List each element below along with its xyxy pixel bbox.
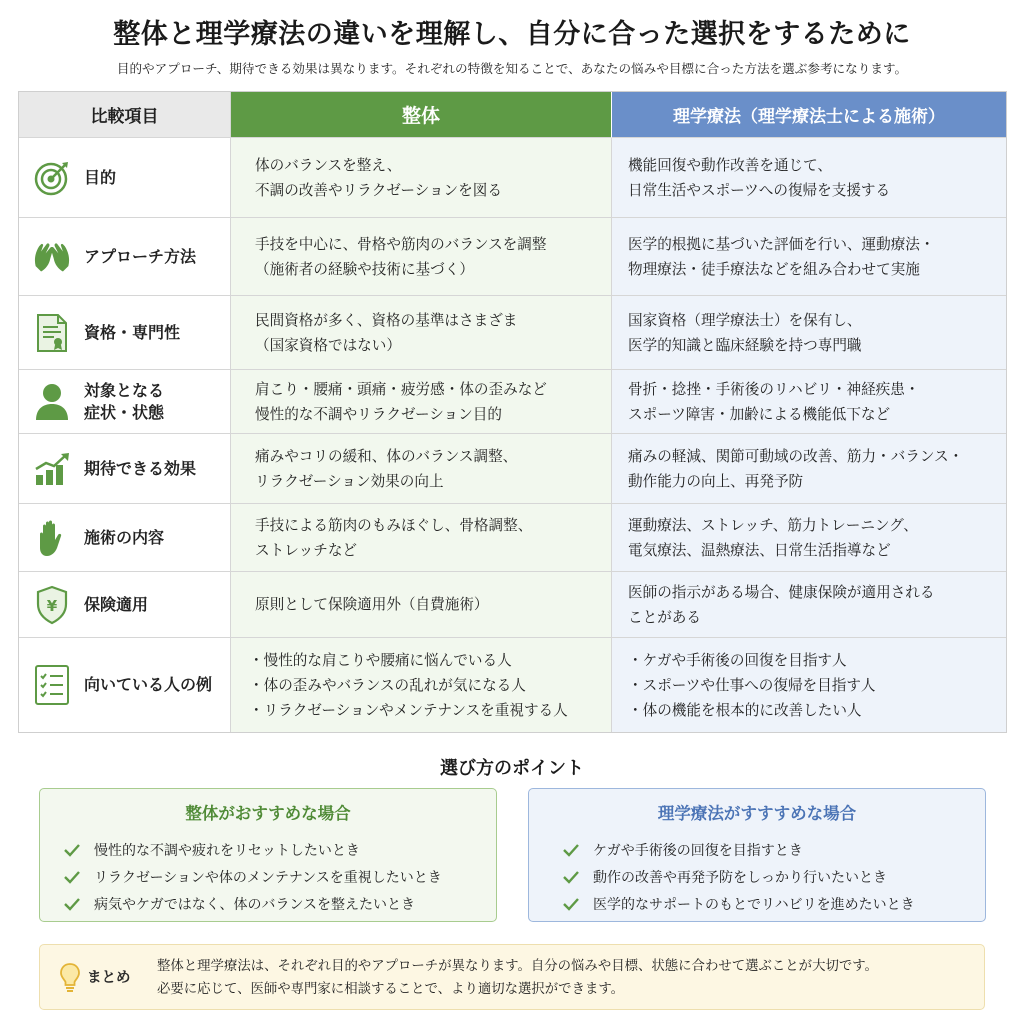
seitai-text: ストレッチなど	[255, 541, 358, 559]
list-item	[40, 863, 496, 890]
check-icon	[563, 897, 583, 911]
check-icon	[64, 870, 84, 884]
list-item-text: 動作の改善や再発予防をしっかり行いたいとき	[593, 869, 887, 886]
list-item	[529, 863, 985, 890]
row-label: 施術の内容	[84, 527, 165, 547]
seitai-text: （施術者の経験や技術に基づく）	[255, 260, 474, 278]
check-icon	[563, 870, 583, 884]
table-row	[19, 434, 1006, 504]
seitai-text: ・体の歪みやバランスの乱れが気になる人	[249, 676, 526, 694]
table-row	[19, 504, 1006, 572]
list-item-text: 医学的なサポートのもとでリハビリを進めたいとき	[593, 896, 915, 913]
seitai-text: 肩こり・腰痛・頭痛・疲労感・体の歪みなど	[255, 380, 547, 398]
person-icon	[32, 382, 72, 422]
table-row	[19, 638, 1006, 732]
check-icon	[563, 843, 583, 857]
seitai-text: ・リラクゼーションやメンテナンスを重視する人	[249, 701, 568, 719]
pt-text: 電気療法、温熱療法、日常生活指導など	[628, 541, 891, 559]
pt-text: 機能回復や動作改善を通じて、	[628, 156, 833, 174]
list-item-text: 慢性的な不調や疲れをリセットしたいとき	[94, 842, 360, 859]
pt-text: ことがある	[628, 608, 701, 626]
seitai-text: 手技を中心に、骨格や筋肉のバランスを調整	[255, 235, 547, 253]
header-physical-therapy: 理学療法（理学療法士による施術）	[612, 92, 1006, 138]
list-item	[529, 890, 985, 917]
yen-shield-icon	[32, 585, 72, 625]
page-subtitle: 目的やアプローチ、期待できる効果は異なります。それぞれの特徴を知ることで、あなたの悩みや目標に合った方法を選ぶ参考になります。	[116, 61, 908, 76]
summary-box	[39, 944, 985, 1010]
check-icon	[64, 897, 84, 911]
target-icon	[32, 158, 72, 198]
pt-text: 運動療法、ストレッチ、筋力トレーニング、	[628, 516, 918, 534]
row-label: 目的	[84, 167, 117, 187]
row-label: 期待できる効果	[84, 458, 197, 478]
row-label: 資格・専門性	[84, 322, 181, 342]
pt-text: 国家資格（理学療法士）を保有し、	[628, 311, 862, 329]
row-label: アプローチ方法	[84, 246, 197, 266]
row-label: 向いている人の例	[84, 675, 213, 694]
list-item	[529, 836, 985, 863]
seitai-text: 体のバランスを整え、	[255, 156, 402, 174]
pt-text: ・体の機能を根本的に改善したい人	[628, 701, 862, 719]
comparison-table	[18, 91, 1007, 733]
hand-icon	[32, 518, 72, 558]
row-label: 保険適用	[84, 594, 149, 614]
seitai-text: （国家資格ではない）	[255, 336, 401, 354]
pt-text: 痛みの軽減、関節可動域の改善、筋力・バランス・	[628, 447, 964, 465]
table-row	[19, 218, 1006, 296]
summary-line: 整体と理学療法は、それぞれ目的やアプローチが異なります。自分の悩みや目標、状態に合わせて選ぶことが大切です。	[157, 959, 878, 974]
pt-text: 医師の指示がある場合、健康保険が適用される	[628, 583, 935, 601]
svg-text:¥: ¥	[46, 596, 58, 615]
points-title: 選び方のポイント	[440, 758, 584, 779]
checklist-icon	[32, 665, 72, 705]
seitai-text: 不調の改善やリラクゼーションを図る	[255, 181, 502, 199]
certificate-icon	[32, 313, 72, 353]
header-seitai: 整体	[231, 92, 612, 138]
header-comparison-item: 比較項目	[19, 92, 231, 138]
seitai-text: 原則として保険適用外（自費施術）	[255, 596, 489, 613]
pt-text: ・ケガや手術後の回復を目指す人	[628, 651, 847, 669]
table-row	[19, 370, 1006, 434]
list-item-text: 病気やケガではなく、体のバランスを整えたいとき	[94, 896, 416, 913]
table-row	[19, 572, 1006, 638]
pt-text: 動作能力の向上、再発予防	[628, 472, 804, 490]
pt-text: 日常生活やスポーツへの復帰を支援する	[628, 181, 891, 199]
lightbulb-icon	[59, 962, 81, 994]
pt-text: スポーツ障害・加齢による機能低下など	[628, 405, 891, 423]
list-item	[40, 890, 496, 917]
pt-box-title: 理学療法がすすすめな場合	[657, 804, 857, 823]
summary-label: まとめ	[87, 970, 131, 986]
table-row	[19, 138, 1006, 218]
seitai-text: 民間資格が多く、資格の基準はさまざま	[255, 311, 518, 329]
pt-text: ・スポーツや仕事への復帰を目指す人	[628, 676, 876, 694]
list-item-text: ケガや手術後の回復を目指すとき	[593, 842, 803, 859]
pt-text: 医学的知識と臨床経験を持つ専門職	[628, 336, 862, 354]
list-item-text: リラクゼーションや体のメンテナンスを重視したいとき	[94, 869, 442, 886]
table-header-row	[19, 92, 1006, 138]
pt-text: 物理療法・徒手療法などを組み合わせて実施	[628, 260, 920, 278]
list-item	[40, 836, 496, 863]
seitai-text: 慢性的な不調やリラクゼーション目的	[255, 405, 502, 423]
page-title: 整体と理学療法の違いを理解し、自分に合った選択をするために	[113, 19, 911, 50]
pt-text: 医学的根拠に基づいた評価を行い、運動療法・	[628, 235, 935, 253]
seitai-text: リラクゼーション効果の向上	[255, 472, 444, 490]
summary-line: 必要に応じて、医師や専門家に相談することで、より適切な選択ができます。	[157, 982, 625, 997]
seitai-box-title: 整体がおすすめな場合	[185, 804, 351, 823]
seitai-text: ・慢性的な肩こりや腰痛に悩んでいる人	[249, 651, 512, 669]
row-label: 対象となる 症状・状態	[84, 380, 165, 422]
pt-text: 骨折・捻挫・手術後のリハビリ・神経疾患・	[628, 380, 920, 398]
seitai-recommend-box	[39, 788, 497, 922]
growth-chart-icon	[32, 449, 72, 489]
check-icon	[64, 843, 84, 857]
seitai-text: 痛みやコリの緩和、体のバランス調整、	[255, 447, 518, 465]
hands-icon	[32, 237, 72, 277]
seitai-text: 手技による筋肉のもみほぐし、骨格調整、	[255, 516, 533, 534]
pt-recommend-box	[528, 788, 986, 922]
table-row	[19, 296, 1006, 370]
